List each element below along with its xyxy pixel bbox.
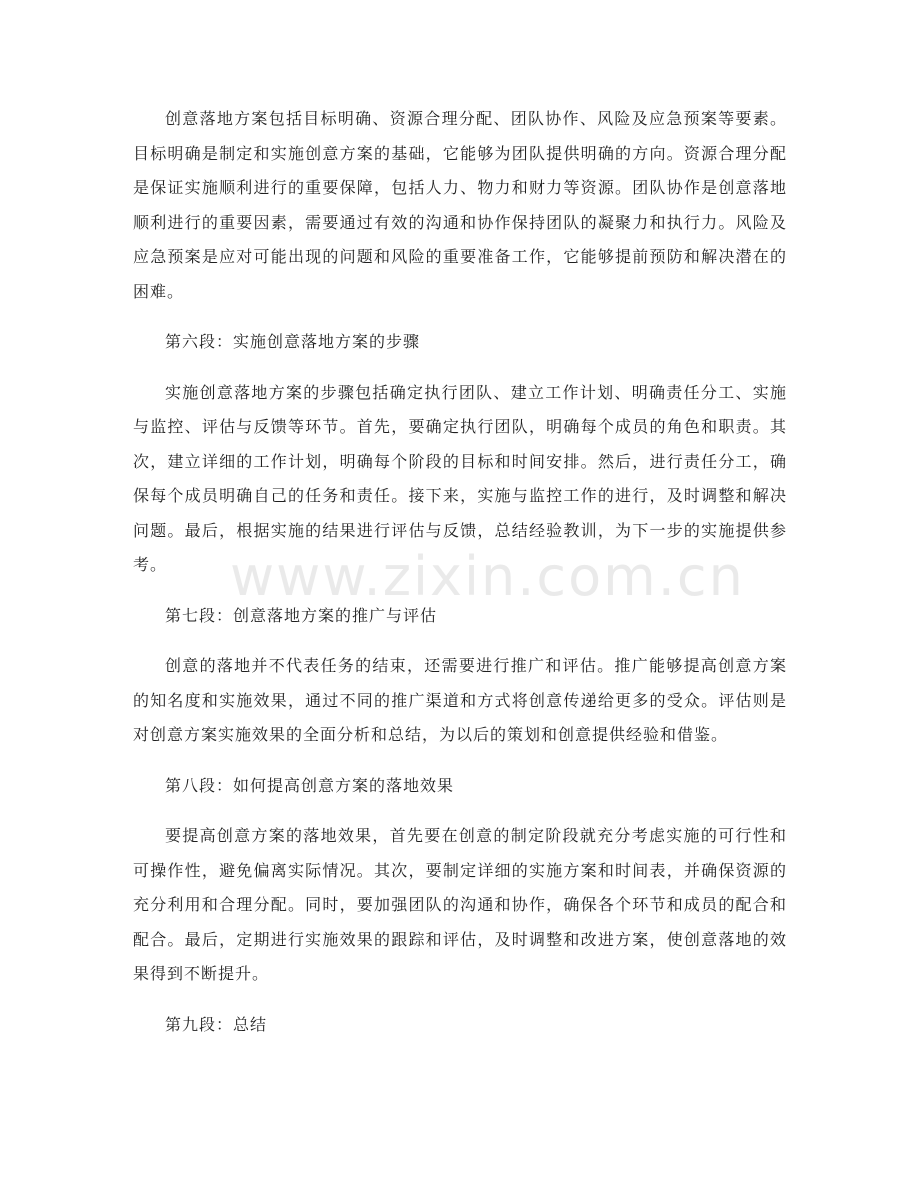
section-heading-7: 第七段：创意落地方案的推广与评估	[165, 605, 438, 625]
paragraph-body-4: 要提高创意方案的落地效果，首先要在创意的制定阶段就充分考虑实施的可行性和可操作性，避免偏离实际情况。其次，要制定详细的实施方案和时间表，并确保资源的充分利用和合理分配。同时，要加强团队的沟通和协作，确保各个环节和成员的配合和配合。最后，定期进行实施效果的跟踪和评估，及时调整和改进方案，使创意落地的效果得到不断提升。	[133, 826, 787, 983]
section-heading-8: 第八段：如何提高创意方案的落地效果	[165, 775, 455, 795]
paragraph-body-2: 实施创意落地方案的步骤包括确定执行团队、建立工作计划、明确责任分工、实施与监控、评估与反馈等环节。首先，要确定执行团队，明确每个成员的角色和职责。其次，建立详细的工作计划，明确每个阶段的目标和时间安排。然后，进行责任分工，确保每个成员明确自己的任务和责任。接下来，实施与监控工作的进行，及时调整和解决问题。最后，根据实施的结果进行评估与反馈，总结经验教训，为下一步的实施提供参考。	[133, 382, 787, 574]
watermark: www.zixin.com.cn	[230, 545, 745, 608]
document-body	[133, 102, 787, 1042]
paragraph-body-3: 创意的落地并不代表任务的结束，还需要进行推广和评估。推广能够提高创意方案的知名度和实施效果，通过不同的推广渠道和方式将创意传递给更多的受众。评估则是对创意方案实施效果的全面分析和总结，为以后的策划和创意提供经验和借鉴。	[133, 656, 787, 744]
section-heading-9: 第九段：总结	[165, 1014, 268, 1034]
paragraph-body-1: 创意落地方案包括目标明确、资源合理分配、团队协作、风险及应急预案等要素。目标明确是制定和实施创意方案的基础，它能够为团队提供明确的方向。资源合理分配是保证实施顺利进行的重要保障，包括人力、物力和财力等资源。团队协作是创意落地顺利进行的重要因素，需要通过有效的沟通和协作保持团队的凝聚力和执行力。风险及应急预案是应对可能出现的问题和风险的重要准备工作，它能够提前预防和解决潜在的困难。	[133, 109, 787, 301]
section-heading-6: 第六段：实施创意落地方案的步骤	[165, 332, 421, 351]
